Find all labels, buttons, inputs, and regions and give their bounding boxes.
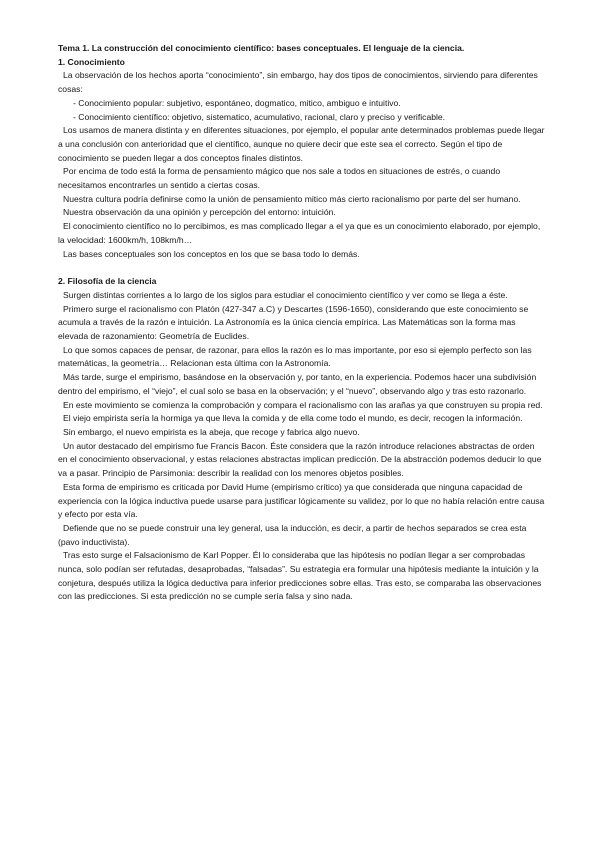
paragraph: Los usamos de manera distinta y en diferentes situaciones, por ejemplo, el popular ante determinados problemas puede llegar a una conclusión con anterioridad que el científico, aunque no quiere decir que este sea el correcto. Según el tipo de conocimiento se pueden llegar a dos conceptos finales distintos. [58,125,545,163]
paragraph: Esta forma de empirismo es criticada por David Hume (empirismo crítico) ya que considerada que ninguna capacidad de experiencia con la lógica inductiva puede usarse para justificar lógicamente su validez, por lo que no había relación entre causa y efecto por esta vía. [58,481,545,520]
document-body [58,56,546,604]
section-spacer [58,261,546,275]
paragraph: Sin embargo, el nuevo empirista es la abeja, que recoge y fabrica algo nuevo. [63,426,360,437]
paragraph: Más tarde, surge el empirismo, basándose en la observación y, por tanto, en la experiencia. Podemos hacer una subdivisión dentro del empirismo, el “viejo”, el cual solo se basa en la observación; y el “nuevo”, observando algo y tras esto razonarlo. [58,372,537,396]
paragraph: Surgen distintas corrientes a lo largo de los siglos para estudiar el conocimiento científico y ver como se llega a éste. [63,289,508,300]
paragraph: Un autor destacado del empirismo fue Francis Bacon. Éste considera que la razón introduce relaciones abstractas de orden en el conocimiento observacional, y estas relaciones abstractas implican predicción. De la abstracción podemos deducir lo que va a pasar. Principio de Parsimonia: describir la realidad con los menores objetos posibles. [58,440,542,479]
section-heading: 2. Filosofía de la ciencia [58,276,157,287]
paragraph: Primero surge el racionalismo con Platón (427-347 a.C) y Descartes (1596-1650), considerando que este conocimiento se acumula a través de la razón e intuición. La Astronomía es la única ciencia empírica. Las Matemáticas son la forma mas elevada de razonamiento: Geometría de Euclides. [58,303,529,342]
section-heading: 1. Conocimiento [58,56,125,67]
paragraph: En este movimiento se comienza la comprobación y compara el racionalismo con las arañas ya que construyen su propia red. [63,399,543,410]
paragraph: Tras esto surge el Falsacionismo de Karl Popper. Él lo consideraba que las hipótesis no podían llegar a ser comprobadas nunca, solo podían ser refutadas, desaprobadas, “falsadas”. Su estrategia era formular una hipótesis mediante la intuición y la conjetura, después utiliza la lógica deductiva para inferior predicciones sobre ellas. Tras esto, se comparaba las observaciones con las predicciones. Si esta predicción no se cumple sería falsa y sino nada. [58,550,542,602]
paragraph: El conocimiento científico no lo percibimos, es mas complicado llegar a el ya que es un conocimiento elaborado, por ejemplo, la velocidad: 1600km/h, 108km/h… [58,221,541,245]
paragraph: Defiende que no se puede construir una ley general, usa la inducción, es decir, a partir de hechos separados se crea esta (pavo inductivista). [58,522,527,547]
document-page [58,42,546,604]
list-item: - Conocimiento popular: subjetivo, espontáneo, dogmatico, mitico, ambiguo e intuitivo. [73,97,401,108]
paragraph: El viejo empirista sería la hormiga ya que lleva la comida y de ella come todo el mundo, es decir, recogen la información. [63,413,523,424]
paragraph: Lo que somos capaces de pensar, de razonar, para ellos la razón es lo mas importante, por eso si ejemplo perfecto son las matemáticas, la geometría… Relacionan esta última con la Astronomía. [58,344,532,369]
paragraph: Nuestra observación da una opinión y percepción del entorno: intuición. [63,207,336,218]
paragraph: Nuestra cultura podría definirse como la unión de pensamiento mitico más cierto racionalismo por parte del ser humano. [63,193,521,204]
paragraph: Las bases conceptuales son los conceptos en los que se basa todo lo demás. [63,248,360,259]
paragraph: Por encima de todo está la forma de pensamiento mágico que nos sale a todos en situaciones de estrés, o cuando necesitamos encontrarles un sentido a ciertas cosas. [58,166,501,191]
document-title: Tema 1. La construcción del conocimiento científico: bases conceptuales. El lenguaje de la ciencia. [58,43,465,53]
paragraph: La observación de los hechos aporta “conocimiento”, sin embargo, hay dos tipos de conocimientos, sirviendo para diferentes cosas: [58,70,538,95]
list-item: - Conocimiento científico: objetivo, sistematico, acumulativo, racional, claro y preciso y verificable. [73,111,446,122]
